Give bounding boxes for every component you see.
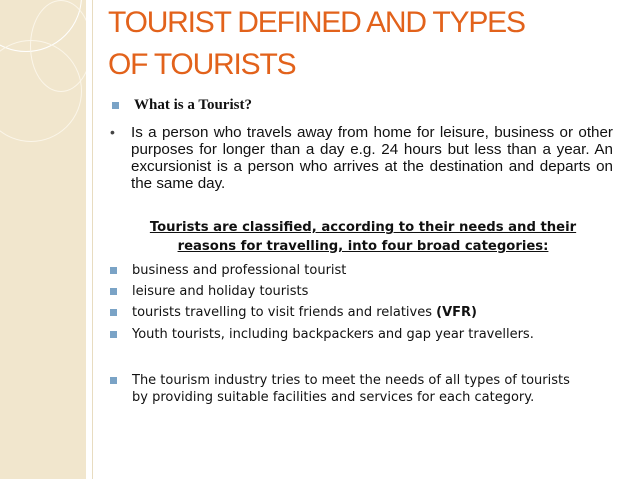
decorative-sidebar [0, 0, 86, 479]
question-heading: What is a Tourist? [134, 97, 252, 113]
vfr-abbreviation: (VFR) [436, 305, 477, 320]
category-item: business and professional tourist [132, 263, 347, 278]
classification-heading: Tourists are classified, according to their needs and their reasons for travelling, into four broad categories: [149, 220, 577, 254]
decorative-circle [30, 0, 86, 92]
bullet-square-icon [110, 331, 117, 338]
slide-title [108, 2, 608, 86]
slide-title-line-2: OF TOURISTS [108, 48, 296, 81]
category-item: Youth tourists, including backpackers and gap year travellers. [132, 327, 534, 342]
bullet-square-icon [110, 288, 117, 295]
bullet-square-icon [110, 267, 117, 274]
category-item: leisure and holiday tourists [132, 284, 309, 299]
closing-note: The tourism industry tries to meet the needs of all types of tourists by providing suitable facilities and services for each category. [132, 373, 570, 405]
bullet-square-icon [112, 102, 119, 109]
sidebar-divider [92, 0, 93, 479]
slide-title-line-1: TOURIST DEFINED AND TYPES [108, 6, 525, 39]
definition-text: Is a person who travels away from home for leisure, business or other purposes for longer than a day e.g. 24 hours but less than a year. An excursionist is a person who arrives at the destination and departs on the same day. [131, 124, 613, 192]
bullet-square-icon [110, 309, 117, 316]
bullet-dot-icon: • [110, 124, 115, 140]
category-item-text: tourists travelling to visit friends and relatives [132, 305, 437, 320]
category-item [132, 304, 477, 321]
bullet-square-icon [110, 377, 117, 384]
